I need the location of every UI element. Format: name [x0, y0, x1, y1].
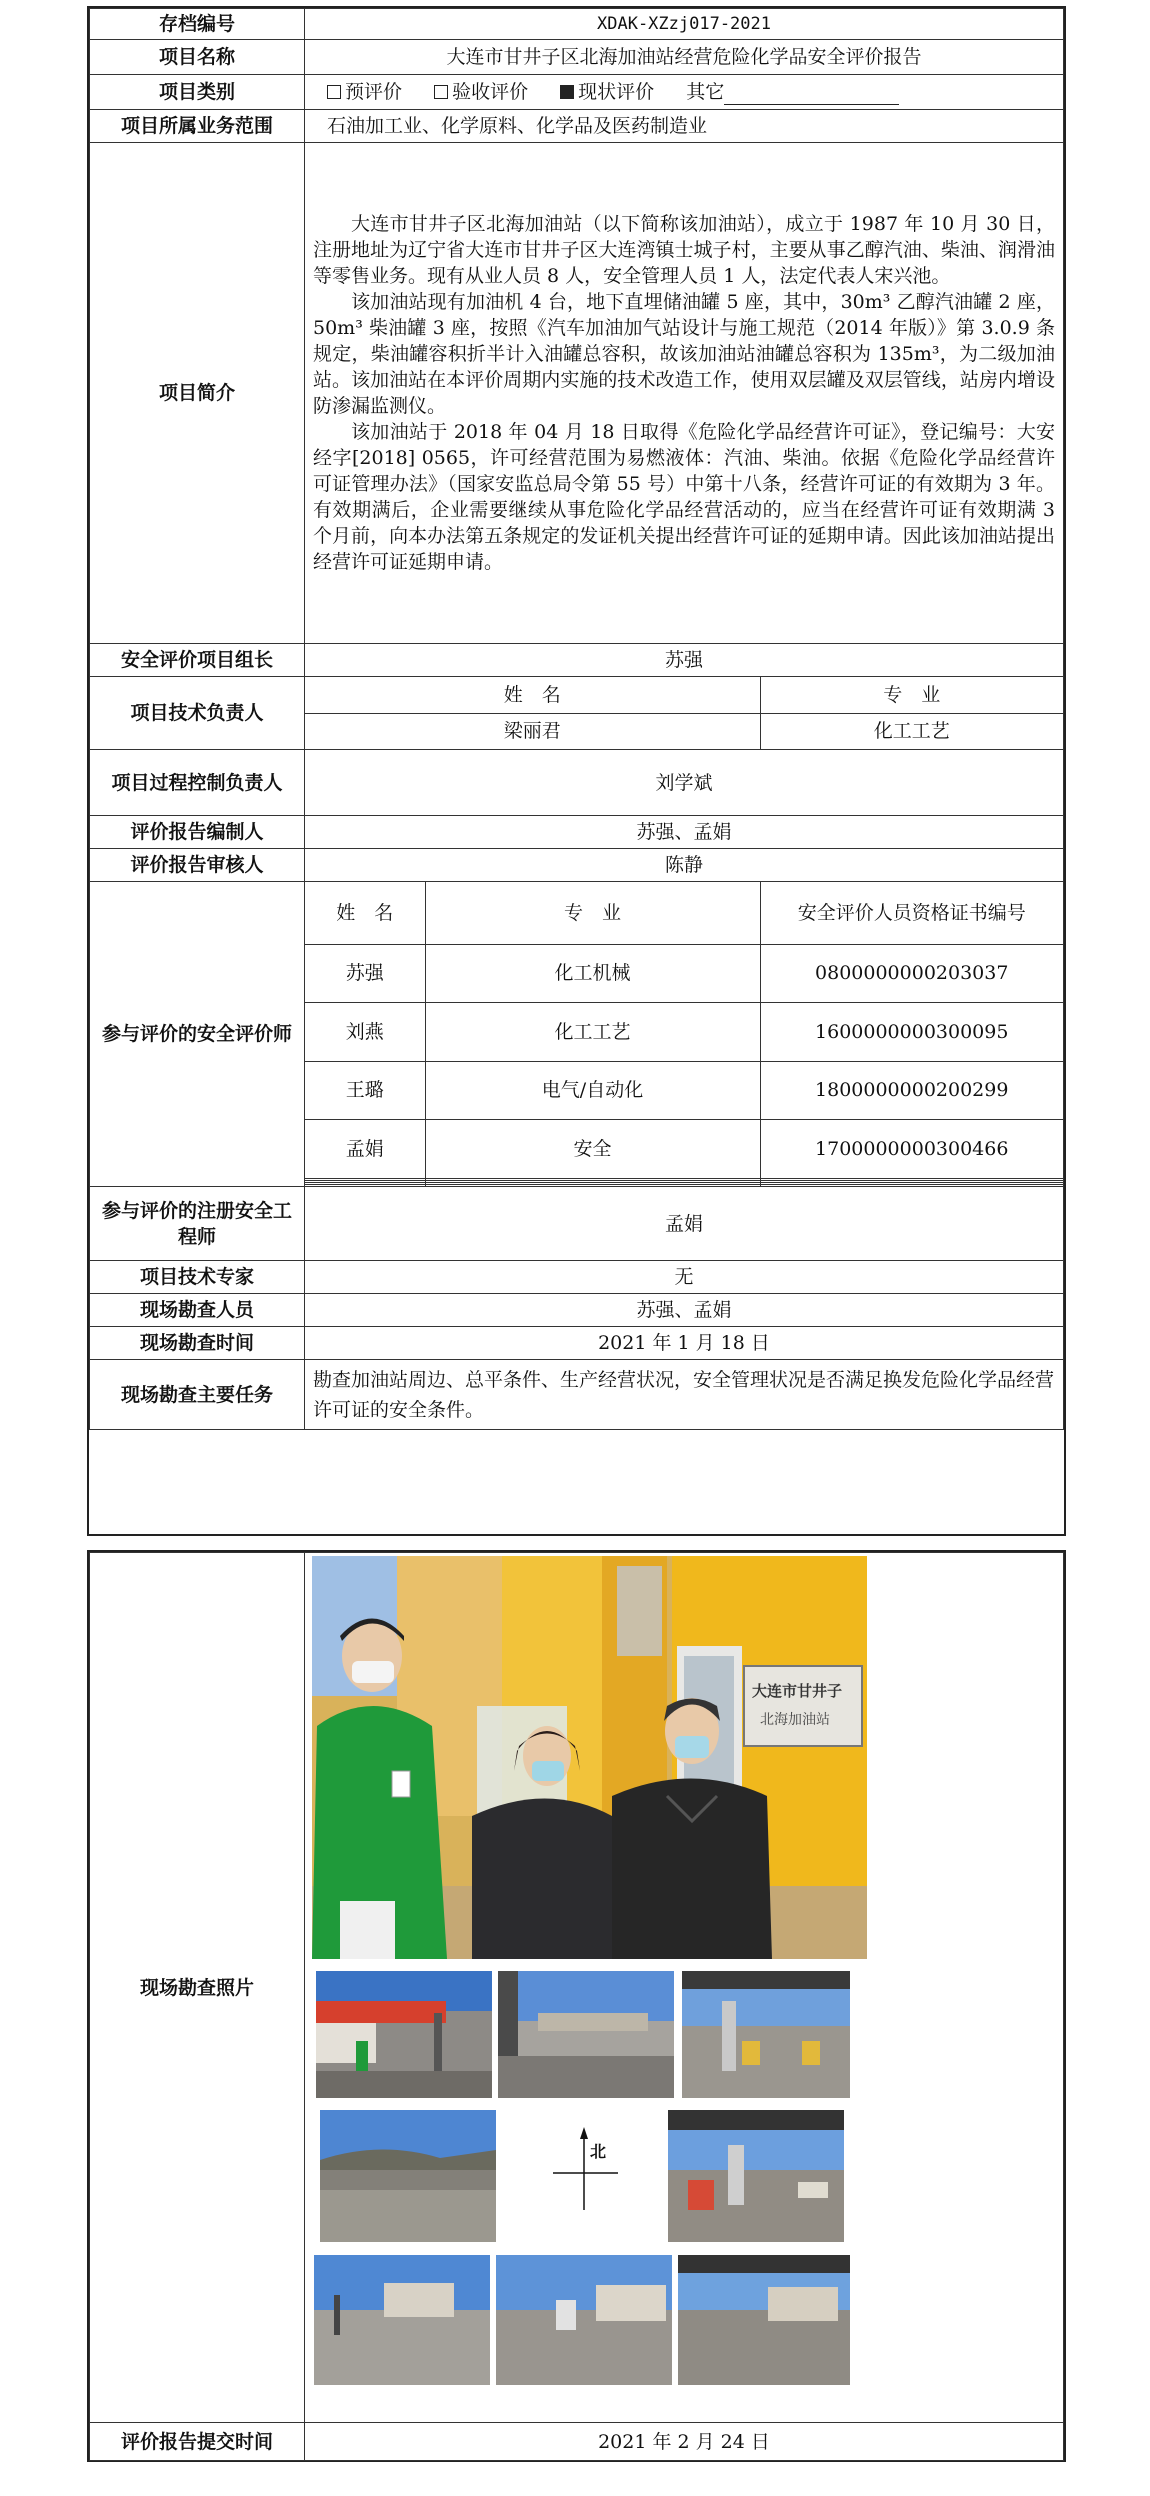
engineer-label: 参与评价的注册安全工程师	[90, 1187, 305, 1261]
thumb-svg	[316, 1971, 492, 2098]
archive-label: 存档编号	[90, 9, 305, 40]
business-scope-label: 项目所属业务范围	[90, 110, 305, 143]
site-task-label: 现场勘查主要任务	[90, 1360, 305, 1430]
assessors-table	[305, 882, 1063, 1186]
site-task: 勘查加油站周边、总平条件、生产经营状况，安全管理状况是否满足换发危险化学品经营许可证的安全条件。	[305, 1360, 1064, 1430]
assessor-cert: 1700000000300466	[760, 1120, 1063, 1179]
site-photo-thumb	[320, 2110, 496, 2242]
north-label: 北	[590, 2142, 607, 2161]
summary-paragraph-3: 该加油站于 2018 年 04 月 18 日取得《危险化学品经营许可证》，登记编号：大安经字[2018] 0565，许可经营范围为易燃液体：汽油、柴油。依据《危险化学品经营许可证管理办法》（国家安监总局令第 55 号）中第十八条，经营许可证的有效期为 3 年。有效期满后，企业需要继续从事危险化学品经营活动的，应当在经营许可证有效期满 3 个月前，向本办法第五条规定的发证机关提出经营许可证的延期申请。因此该加油站提出经营许可证延期申请。	[313, 421, 1055, 573]
north-indicator	[548, 2125, 628, 2215]
info-table	[89, 8, 1064, 1430]
site-time-label: 现场勘查时间	[90, 1327, 305, 1360]
site-photo-thumb	[682, 1971, 850, 2098]
report-reviewer: 陈静	[305, 849, 1064, 882]
assessor-major: 安全	[425, 1120, 760, 1179]
sign-text-2: 北海加油站	[760, 1712, 830, 1728]
checkbox-current-checked[interactable]	[560, 85, 574, 99]
type-option-other[interactable]: 其它	[686, 81, 899, 103]
tech-lead-major: 化工工艺	[760, 713, 1063, 749]
summary-paragraph-1: 大连市甘井子区北海加油站（以下简称该加油站），成立于 1987 年 10 月 30 日，注册地址为辽宁省大连市甘井子区大连湾镇士城子村，主要从事乙醇汽油、柴油、润滑油等零售业务。现有从业人员 8 人，安全管理人员 1 人，法定代表人宋兴池。	[313, 213, 1055, 287]
submit-label: 评价报告提交时间	[90, 2423, 305, 2461]
project-name-label: 项目名称	[90, 40, 305, 75]
tech-lead-major-header: 专 业	[760, 677, 1063, 713]
tech-lead-name: 梁丽君	[305, 713, 760, 749]
process-control-label: 项目过程控制负责人	[90, 750, 305, 816]
type-option-pre[interactable]: 预评价	[327, 81, 402, 103]
assessor-cert: 1800000000200299	[760, 1061, 1063, 1120]
site-photo-thumb	[314, 2255, 490, 2385]
site-photo-thumb	[498, 1971, 674, 2098]
assessor-header-major: 专 业	[425, 882, 760, 944]
main-photo-svg	[312, 1556, 867, 1959]
report-reviewer-label: 评价报告审核人	[90, 849, 305, 882]
archive-number: XDAK-XZzj017-2021	[305, 9, 1064, 40]
summary-text	[305, 143, 1064, 644]
sign-text: 大连市甘井子	[752, 1682, 843, 1700]
team-leader: 苏强	[305, 644, 1064, 677]
assessor-name: 刘燕	[305, 1003, 425, 1062]
tech-lead-table	[305, 677, 1063, 749]
expert: 无	[305, 1261, 1064, 1294]
thumb-svg	[496, 2255, 672, 2385]
process-control: 刘学斌	[305, 750, 1064, 816]
team-leader-label: 安全评价项目组长	[90, 644, 305, 677]
north-arrow-icon	[548, 2125, 628, 2215]
project-type-label: 项目类别	[90, 75, 305, 110]
assessors-cell	[305, 882, 1064, 1187]
report-writer: 苏强、孟娟	[305, 816, 1064, 849]
main-site-photo	[312, 1556, 867, 1959]
expert-label: 项目技术专家	[90, 1261, 305, 1294]
type-option-current[interactable]: 现状评价	[560, 81, 654, 103]
thumb-svg	[678, 2255, 850, 2385]
assessor-major: 化工工艺	[425, 1003, 760, 1062]
project-name: 大连市甘井子区北海加油站经营危险化学品安全评价报告	[305, 40, 1064, 75]
assessor-cert: 1600000000300095	[760, 1003, 1063, 1062]
checkbox-acceptance[interactable]	[434, 85, 448, 99]
site-staff-label: 现场勘查人员	[90, 1294, 305, 1327]
site-photo-thumb	[496, 2255, 672, 2385]
assessor-major: 化工机械	[425, 944, 760, 1003]
thumb-svg	[498, 1971, 674, 2098]
other-blank-line[interactable]	[724, 86, 899, 105]
summary-label: 项目简介	[90, 143, 305, 644]
site-photo-thumb	[316, 1971, 492, 2098]
assessor-name: 王璐	[305, 1061, 425, 1120]
tech-lead-cell	[305, 677, 1064, 750]
project-type-options	[305, 75, 1064, 110]
assessor-name: 孟娟	[305, 1120, 425, 1179]
checkbox-pre[interactable]	[327, 85, 341, 99]
assessor-cert: 0800000000203037	[760, 944, 1063, 1003]
business-scope: 石油加工业、化学原料、化学品及医药制造业	[305, 110, 1064, 143]
info-form	[87, 6, 1066, 1536]
site-photo-thumb	[668, 2110, 844, 2242]
thumb-svg	[668, 2110, 844, 2242]
site-photo-thumb	[678, 2255, 850, 2385]
assessor-header-cert: 安全评价人员资格证书编号	[760, 882, 1063, 944]
thumb-svg	[314, 2255, 490, 2385]
tech-lead-label: 项目技术负责人	[90, 677, 305, 750]
summary-paragraph-2: 该加油站现有加油机 4 台，地下直埋储油罐 5 座，其中，30m³ 乙醇汽油罐 2 座，50m³ 柴油罐 3 座，按照《汽车加油加气站设计与施工规范（2014 年版）》第 3.0.9 条规定，柴油罐容积折半计入油罐总容积，故该加油站油罐总容积为 135m³，为二级加油站。该加油站在本评价周期内实施的技术改造工作，使用双层罐及双层管线，站房内增设防渗漏监测仪。	[313, 291, 1055, 417]
assessor-header-name: 姓 名	[305, 882, 425, 944]
site-time: 2021 年 1 月 18 日	[305, 1327, 1064, 1360]
assessor-name: 苏强	[305, 944, 425, 1003]
type-option-acceptance[interactable]: 验收评价	[434, 81, 528, 103]
assessor-major: 电气/自动化	[425, 1061, 760, 1120]
report-writer-label: 评价报告编制人	[90, 816, 305, 849]
photos-label: 现场勘查照片	[90, 1553, 305, 2423]
site-staff: 苏强、孟娟	[305, 1294, 1064, 1327]
assessors-label: 参与评价的安全评价师	[90, 882, 305, 1187]
thumb-svg	[682, 1971, 850, 2098]
tech-lead-name-header: 姓 名	[305, 677, 760, 713]
engineer: 孟娟	[305, 1187, 1064, 1261]
submit-time: 2021 年 2 月 24 日	[305, 2423, 1064, 2461]
thumb-svg	[320, 2110, 496, 2242]
